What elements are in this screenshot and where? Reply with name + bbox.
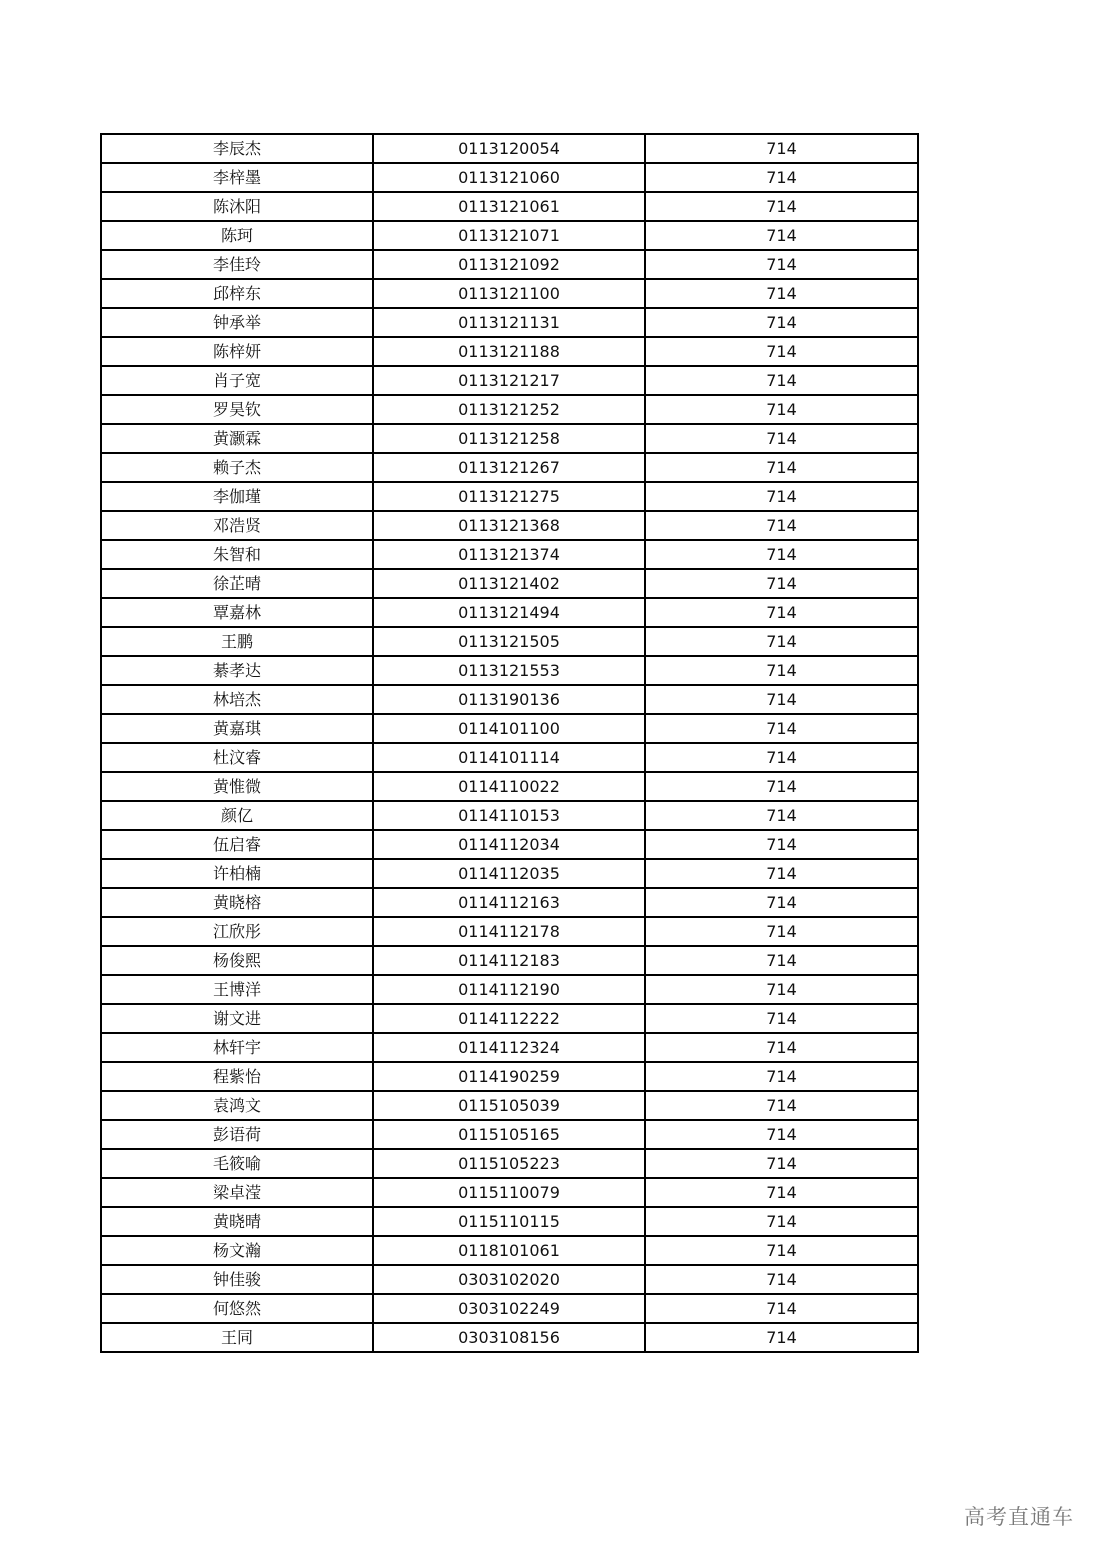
- score-cell: 714: [645, 221, 918, 250]
- exam-id-cell: 0113121267: [373, 453, 645, 482]
- table-row: [101, 888, 918, 917]
- score-cell: 714: [645, 743, 918, 772]
- student-name-cell: 杜汶睿: [101, 743, 373, 772]
- exam-id-cell: 0114112163: [373, 888, 645, 917]
- score-cell: 714: [645, 1323, 918, 1352]
- exam-id-cell: 0113121275: [373, 482, 645, 511]
- score-cell: 714: [645, 859, 918, 888]
- student-name-cell: 覃嘉林: [101, 598, 373, 627]
- score-cell: 714: [645, 482, 918, 511]
- student-name-cell: 江欣彤: [101, 917, 373, 946]
- student-name-cell: 陈梓妍: [101, 337, 373, 366]
- table-row: [101, 279, 918, 308]
- student-name-cell: 黄晓榕: [101, 888, 373, 917]
- student-name-cell: 颜亿: [101, 801, 373, 830]
- student-name-cell: 赖子杰: [101, 453, 373, 482]
- table-row: [101, 801, 918, 830]
- student-name-cell: 梁卓滢: [101, 1178, 373, 1207]
- student-name-cell: 伍启睿: [101, 830, 373, 859]
- table-row: [101, 1091, 918, 1120]
- student-name-cell: 钟承举: [101, 308, 373, 337]
- score-cell: 714: [645, 714, 918, 743]
- exam-id-cell: 0114112178: [373, 917, 645, 946]
- exam-id-cell: 0113121092: [373, 250, 645, 279]
- score-cell: 714: [645, 1033, 918, 1062]
- table-row: [101, 627, 918, 656]
- exam-id-cell: 0113121494: [373, 598, 645, 627]
- score-cell: 714: [645, 830, 918, 859]
- score-cell: 714: [645, 337, 918, 366]
- student-name-cell: 黄惟微: [101, 772, 373, 801]
- score-cell: 714: [645, 685, 918, 714]
- student-name-cell: 黄嘉琪: [101, 714, 373, 743]
- student-name-cell: 黄灏霖: [101, 424, 373, 453]
- table-row: [101, 1294, 918, 1323]
- table-row: [101, 192, 918, 221]
- score-cell: 714: [645, 366, 918, 395]
- table-row: [101, 1004, 918, 1033]
- exam-id-cell: 0114110153: [373, 801, 645, 830]
- student-name-cell: 许柏楠: [101, 859, 373, 888]
- score-cell: 714: [645, 801, 918, 830]
- table-row: [101, 1265, 918, 1294]
- student-name-cell: 林培杰: [101, 685, 373, 714]
- score-cell: 714: [645, 1004, 918, 1033]
- table-row: [101, 1120, 918, 1149]
- student-name-cell: 黄晓晴: [101, 1207, 373, 1236]
- table-row: [101, 250, 918, 279]
- exam-id-cell: 0114101114: [373, 743, 645, 772]
- exam-id-cell: 0113121368: [373, 511, 645, 540]
- score-cell: 714: [645, 598, 918, 627]
- exam-id-cell: 0114101100: [373, 714, 645, 743]
- table-row: [101, 1062, 918, 1091]
- student-name-cell: 陈珂: [101, 221, 373, 250]
- exam-id-cell: 0114110022: [373, 772, 645, 801]
- exam-id-cell: 0114112190: [373, 975, 645, 1004]
- table-row: [101, 1323, 918, 1352]
- score-cell: 714: [645, 134, 918, 163]
- exam-id-cell: 0113121258: [373, 424, 645, 453]
- student-name-cell: 杨俊熙: [101, 946, 373, 975]
- student-name-cell: 王鹏: [101, 627, 373, 656]
- table-row: [101, 598, 918, 627]
- table-row: [101, 337, 918, 366]
- exam-id-cell: 0114190259: [373, 1062, 645, 1091]
- exam-id-cell: 0114112183: [373, 946, 645, 975]
- score-cell: 714: [645, 917, 918, 946]
- table-row: [101, 453, 918, 482]
- score-cell: 714: [645, 540, 918, 569]
- student-name-cell: 李伽瑾: [101, 482, 373, 511]
- table-row: [101, 308, 918, 337]
- exam-id-cell: 0114112324: [373, 1033, 645, 1062]
- score-cell: 714: [645, 308, 918, 337]
- student-name-cell: 程紫怡: [101, 1062, 373, 1091]
- score-cell: 714: [645, 1178, 918, 1207]
- table-row: [101, 1178, 918, 1207]
- score-cell: 714: [645, 772, 918, 801]
- score-cell: 714: [645, 627, 918, 656]
- student-name-cell: 王同: [101, 1323, 373, 1352]
- exam-id-cell: 0303102249: [373, 1294, 645, 1323]
- exam-id-cell: 0113121071: [373, 221, 645, 250]
- table-row: [101, 685, 918, 714]
- student-name-cell: 陈沐阳: [101, 192, 373, 221]
- exam-id-cell: 0115110115: [373, 1207, 645, 1236]
- student-name-cell: 朱智和: [101, 540, 373, 569]
- score-cell: 714: [645, 1236, 918, 1265]
- score-cell: 714: [645, 1207, 918, 1236]
- table-row: [101, 163, 918, 192]
- student-name-cell: 杨文瀚: [101, 1236, 373, 1265]
- exam-id-cell: 0115105223: [373, 1149, 645, 1178]
- watermark-text: 高考直通车: [964, 1505, 1074, 1529]
- student-name-cell: 邓浩贤: [101, 511, 373, 540]
- student-name-cell: 王博洋: [101, 975, 373, 1004]
- score-cell: 714: [645, 946, 918, 975]
- score-cell: 714: [645, 888, 918, 917]
- table-row: [101, 221, 918, 250]
- table-row: [101, 540, 918, 569]
- score-cell: 714: [645, 569, 918, 598]
- student-name-cell: 邱梓东: [101, 279, 373, 308]
- score-cell: 714: [645, 192, 918, 221]
- score-cell: 714: [645, 975, 918, 1004]
- exam-id-cell: 0113121060: [373, 163, 645, 192]
- table-row: [101, 714, 918, 743]
- exam-id-cell: 0115105039: [373, 1091, 645, 1120]
- table-row: [101, 859, 918, 888]
- exam-id-cell: 0113121252: [373, 395, 645, 424]
- exam-id-cell: 0113121131: [373, 308, 645, 337]
- table-row: [101, 1207, 918, 1236]
- table-row: [101, 134, 918, 163]
- table-row: [101, 743, 918, 772]
- exam-id-cell: 0113121553: [373, 656, 645, 685]
- table-row: [101, 946, 918, 975]
- table-row: [101, 395, 918, 424]
- score-cell: 714: [645, 511, 918, 540]
- exam-id-cell: 0115110079: [373, 1178, 645, 1207]
- student-name-cell: 毛筱喻: [101, 1149, 373, 1178]
- score-cell: 714: [645, 453, 918, 482]
- exam-id-cell: 0114112034: [373, 830, 645, 859]
- table-row: [101, 917, 918, 946]
- score-cell: 714: [645, 1149, 918, 1178]
- student-name-cell: 李佳玲: [101, 250, 373, 279]
- student-name-cell: 罗昊钦: [101, 395, 373, 424]
- student-name-cell: 何悠然: [101, 1294, 373, 1323]
- exam-id-cell: 0113190136: [373, 685, 645, 714]
- score-cell: 714: [645, 395, 918, 424]
- table-row: [101, 656, 918, 685]
- student-name-cell: 綦孝达: [101, 656, 373, 685]
- exam-id-cell: 0118101061: [373, 1236, 645, 1265]
- exam-id-cell: 0113121402: [373, 569, 645, 598]
- exam-id-cell: 0113120054: [373, 134, 645, 163]
- exam-id-cell: 0113121188: [373, 337, 645, 366]
- exam-id-cell: 0303108156: [373, 1323, 645, 1352]
- table-row: [101, 366, 918, 395]
- table-row: [101, 830, 918, 859]
- student-name-cell: 徐芷晴: [101, 569, 373, 598]
- table-row: [101, 424, 918, 453]
- exam-id-cell: 0114112222: [373, 1004, 645, 1033]
- student-name-cell: 袁鸿文: [101, 1091, 373, 1120]
- score-cell: 714: [645, 656, 918, 685]
- exam-id-cell: 0115105165: [373, 1120, 645, 1149]
- score-cell: 714: [645, 1062, 918, 1091]
- exam-id-cell: 0113121374: [373, 540, 645, 569]
- exam-id-cell: 0113121061: [373, 192, 645, 221]
- score-cell: 714: [645, 279, 918, 308]
- score-cell: 714: [645, 1294, 918, 1323]
- student-name-cell: 彭语荷: [101, 1120, 373, 1149]
- exam-id-cell: 0303102020: [373, 1265, 645, 1294]
- student-name-cell: 李梓墨: [101, 163, 373, 192]
- student-name-cell: 林轩宇: [101, 1033, 373, 1062]
- score-cell: 714: [645, 250, 918, 279]
- student-name-cell: 肖子宽: [101, 366, 373, 395]
- score-cell: 714: [645, 424, 918, 453]
- table-row: [101, 975, 918, 1004]
- table-row: [101, 1033, 918, 1062]
- score-cell: 714: [645, 1265, 918, 1294]
- student-name-cell: 谢文进: [101, 1004, 373, 1033]
- student-name-cell: 李辰杰: [101, 134, 373, 163]
- score-cell: 714: [645, 163, 918, 192]
- table-row: [101, 1236, 918, 1265]
- table-row: [101, 772, 918, 801]
- table-row: [101, 511, 918, 540]
- exam-id-cell: 0113121217: [373, 366, 645, 395]
- table-row: [101, 482, 918, 511]
- score-cell: 714: [645, 1091, 918, 1120]
- exam-id-cell: 0113121100: [373, 279, 645, 308]
- table-row: [101, 569, 918, 598]
- student-name-cell: 钟佳骏: [101, 1265, 373, 1294]
- table-body: [101, 134, 918, 1352]
- score-cell: 714: [645, 1120, 918, 1149]
- exam-id-cell: 0114112035: [373, 859, 645, 888]
- exam-id-cell: 0113121505: [373, 627, 645, 656]
- table-row: [101, 1149, 918, 1178]
- score-table: [100, 133, 919, 1353]
